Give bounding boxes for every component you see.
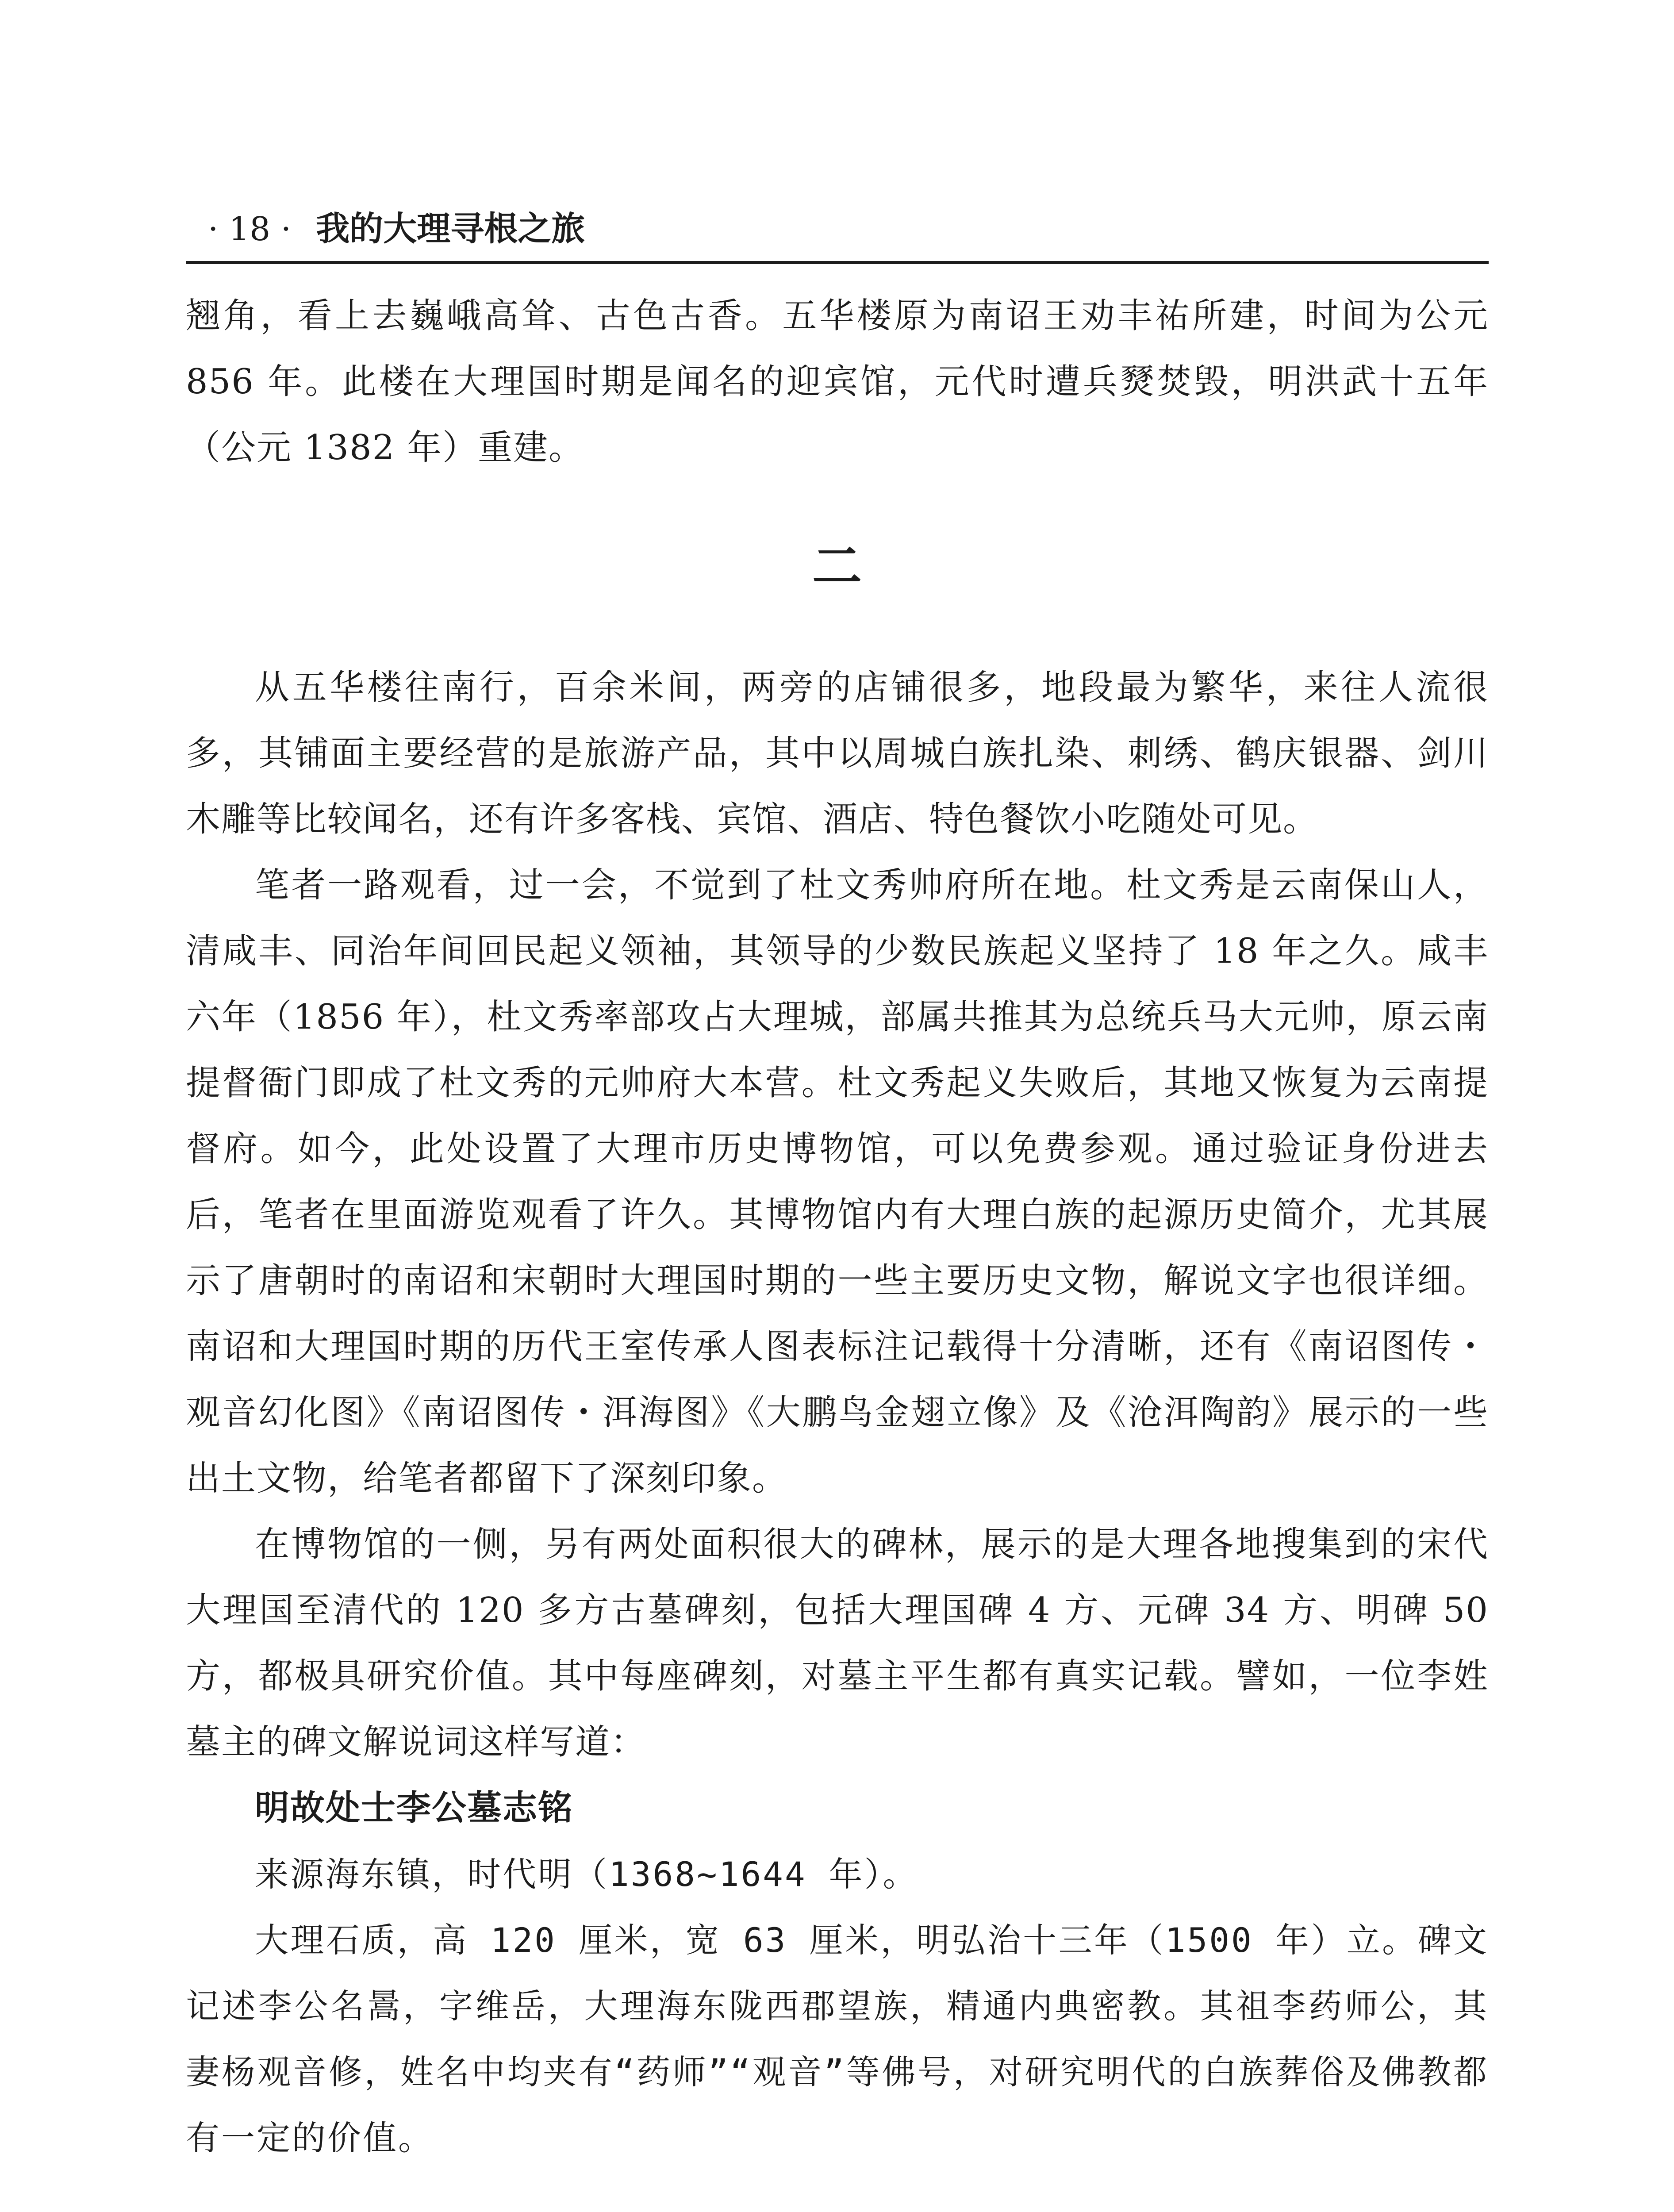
inscription-title: 明故处士李公墓志铭 [255, 1788, 574, 1828]
inscription-origin: 来源海东镇，时代明（1368~1644 年）。 [255, 1855, 918, 1894]
page-number: · 18 · [208, 210, 292, 248]
header-rule [186, 261, 1489, 264]
paragraph-stele-forest: 在博物馆的一侧，另有两处面积很大的碑林，展示的是大理各地搜集到的宋代大理国至清代的 120 多方古墓碑刻，包括大理国碑 4 方、元碑 34 方、明碑 50 方，都极具研究价值。其中每座碑刻，对墓主平生都有真实记载。譬如，一位李姓墓主的碑文解说词这样写道： [186, 1525, 1489, 1762]
paragraph-street: 从五华楼往南行，百余米间，两旁的店铺很多，地段最为繁华，来往人流很多，其铺面主要经营的是旅游产品，其中以周城白族扎染、刺绣、鹤庆银器、剑川木雕等比较闻名，还有许多客栈、宾馆、酒店、特色餐饮小吃随处可见。 [186, 668, 1489, 839]
book-title: 我的大理寻根之旅 [316, 209, 585, 248]
paragraph-museum: 笔者一路观看，过一会，不觉到了杜文秀帅府所在地。杜文秀是云南保山人，清咸丰、同治年间回民起义领袖，其领导的少数民族起义坚持了 18 年之久。咸丰六年（1856 年），杜文秀率部攻占大理城，部属共推其为总统兵马大元帅，原云南提督衙门即成了杜文秀的元帅府大本营。杜文秀起义失败后，其地又恢复为云南提督府。如今，此处设置了大理市历史博物馆，可以免费参观。通过验证身份进去后，笔者在里面游览观看了许久。其博物馆内有大理白族的起源历史简介，尤其展示了唐朝时的南诏和宋朝时大理国时期的一些主要历史文物，解说文字也很详细。南诏和大理国时期的历代王室传承人图表标注记载得十分清晰，还有《南诏图传・观音幻化图》《南诏图传・洱海图》《大鹏鸟金翅立像》及《沧洱陶韵》展示的一些出土文物，给笔者都留下了深刻印象。 [186, 865, 1489, 1498]
main-text-block [186, 655, 1489, 2171]
inscription-description: 大理石质，高 120 厘米，宽 63 厘米，明弘治十三年（1500 年）立。碑文记述李公名暠，字维岳，大理海东陇西郡望族，精通内典密教。其祖李药师公，其妻杨观音修，姓名中均夹有“药师”“观音”等佛号，对研究明代的白族葬俗及佛教都有一定的价值。 [186, 1920, 1489, 2158]
running-header [208, 197, 1489, 246]
continued-paragraph: 翘角，看上去巍峨高耸、古色古香。五华楼原为南诏王劝丰祐所建，时间为公元 856 年。此楼在大理国时期是闻名的迎宾馆，元代时遭兵燹焚毁，明洪武十五年（公元 1382 年）重建。 [186, 296, 1489, 468]
section-number: 二 [812, 538, 862, 595]
continued-text-block [186, 283, 1489, 481]
